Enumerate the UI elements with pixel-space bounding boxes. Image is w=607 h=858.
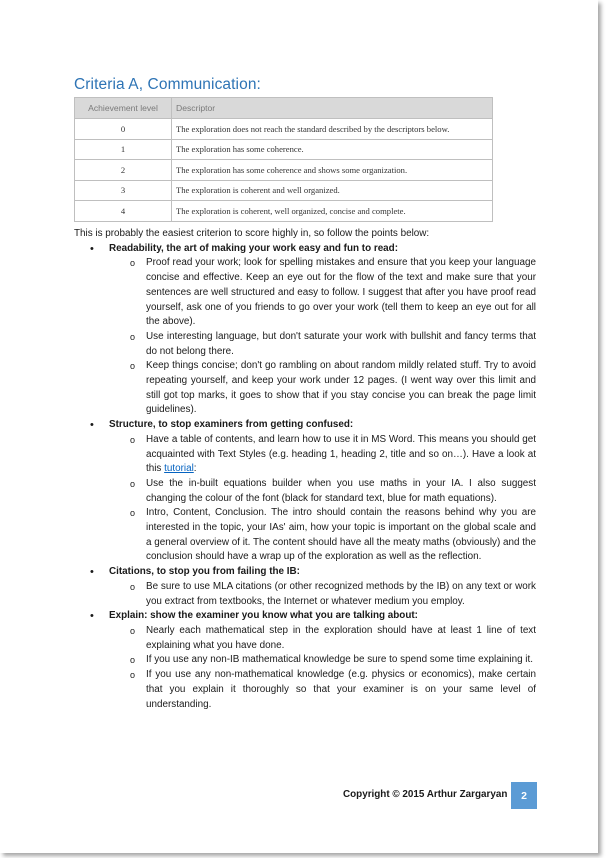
level-cell: 3 <box>75 180 172 201</box>
list-item-text: Proof read your work; look for spelling mistakes and ensure that you keep your language concise and effective. Keep an eye out for the flow of the text and make sure that your sentences are well structured and easy to follow. I suggest that after you have proof read yourself, ask one of you friends to go over your work (tell them to keep an eye out for all the above). <box>146 257 536 328</box>
circle-bullet-icon: o <box>130 478 136 489</box>
descriptor-cell: The exploration has some coherence. <box>172 139 493 160</box>
list-item-text: Keep things concise; don't go rambling on about random mildly related stuff. Try to avoid repeating yourself, and keep your work under 12 pages. (I went way over this limit and still got top marks, it goes to show that if you stay concise you can break the page limit guidelines). <box>146 360 536 416</box>
section-structure <box>74 418 536 565</box>
list-item-text: Nearly each mathematical step in the exploration should have at least 1 line of text explaining what you have done. <box>146 624 536 651</box>
sub-list <box>109 624 536 712</box>
descriptor-cell: The exploration does not reach the standard described by the descriptors below. <box>172 119 493 140</box>
section-title: Citations, to stop you from failing the IB: <box>109 566 300 578</box>
intro-paragraph: This is probably the easiest criterion to score highly in, so follow the points below: <box>74 228 430 239</box>
circle-bullet-icon: o <box>130 655 136 666</box>
list-item-text-end: : <box>193 463 197 475</box>
descriptor-cell: The exploration has some coherence and shows some organization. <box>172 160 493 181</box>
section-explain <box>74 609 536 712</box>
bullet-icon: • <box>90 419 94 432</box>
list-item <box>109 668 536 712</box>
section-title: Readability, the art of making your work easy and fun to read: <box>109 242 398 254</box>
column-header-descriptor: Descriptor <box>172 98 493 119</box>
section-title: Structure, to stop examiners from getting confused: <box>109 419 354 431</box>
section-citations <box>74 565 536 609</box>
criteria-table <box>74 97 493 222</box>
section-readability <box>74 242 536 418</box>
section-title: Explain: show the examiner you know what you are talking about: <box>109 610 418 622</box>
table-row <box>75 160 493 181</box>
circle-bullet-icon: o <box>130 361 136 372</box>
circle-bullet-icon: o <box>130 670 136 681</box>
table-row <box>75 139 493 160</box>
level-cell: 4 <box>75 201 172 222</box>
section-list <box>74 242 536 713</box>
list-item <box>109 477 536 506</box>
sub-list <box>109 580 536 609</box>
sub-list <box>109 256 536 418</box>
document-body <box>74 227 536 712</box>
list-item <box>109 624 536 653</box>
list-item <box>109 580 536 609</box>
bullet-icon: • <box>90 610 94 623</box>
list-item <box>109 330 536 359</box>
list-item-text: If you use any non-IB mathematical knowledge be sure to spend some time explaining it. <box>146 654 533 666</box>
sub-list <box>109 433 536 565</box>
circle-bullet-icon: o <box>130 581 136 592</box>
list-item-text: Use the in-built equations builder when you use maths in your IA. I also suggest changing the colour of the font (black for standard text, blue for math equations). <box>146 477 536 504</box>
table-header-row <box>75 98 493 119</box>
level-cell: 1 <box>75 139 172 160</box>
list-item-text: If you use any non-mathematical knowledge (e.g. physics or economics), make certain that you explain it thoroughly so that your examiner is on your same level of understanding. <box>146 669 536 710</box>
page-number-badge: 2 <box>511 782 537 809</box>
level-cell: 0 <box>75 119 172 140</box>
level-cell: 2 <box>75 160 172 181</box>
list-item-text: Intro, Content, Conclusion. The intro should contain the reasons behind why you are interested in the topic, your IAs' aim, how your topic is important on the global scale and a general overview of it. The content should have all the meaty maths (obviously) and the conclusion should have a wrap up of the exploration as well as the reflection. <box>146 507 536 563</box>
list-item <box>109 256 536 330</box>
table-row <box>75 201 493 222</box>
circle-bullet-icon: o <box>130 258 136 269</box>
circle-bullet-icon: o <box>130 434 136 445</box>
circle-bullet-icon: o <box>130 508 136 519</box>
copyright-footer: Copyright © 2015 Arthur Zargaryan <box>343 789 508 800</box>
descriptor-cell: The exploration is coherent, well organized, concise and complete. <box>172 201 493 222</box>
bullet-icon: • <box>90 242 94 255</box>
list-item-text: Be sure to use MLA citations (or other recognized methods by the IB) on any text or work you extract from textbooks, the Internet or whatever medium you employ. <box>146 580 536 607</box>
column-header-level: Achievement level <box>75 98 172 119</box>
descriptor-cell: The exploration is coherent and well organized. <box>172 180 493 201</box>
list-item <box>109 359 536 418</box>
table-row <box>75 119 493 140</box>
circle-bullet-icon: o <box>130 331 136 342</box>
list-item-text: Have a table of contents, and learn how to use it in MS Word. This means you should get acquainted with Text Styles (e.g. heading 1, heading 2, title and so on…). Have a look at this <box>146 433 536 475</box>
list-item <box>109 653 536 668</box>
circle-bullet-icon: o <box>130 625 136 636</box>
list-item <box>109 506 536 565</box>
tutorial-link[interactable]: tutorial <box>164 463 194 475</box>
bullet-icon: • <box>90 566 94 579</box>
section-heading: Criteria A, Communication: <box>74 76 261 93</box>
list-item <box>109 433 536 477</box>
table-row <box>75 180 493 201</box>
list-item-text: Use interesting language, but don't saturate your work with bullshit and fancy terms that do not belong there. <box>146 330 536 357</box>
